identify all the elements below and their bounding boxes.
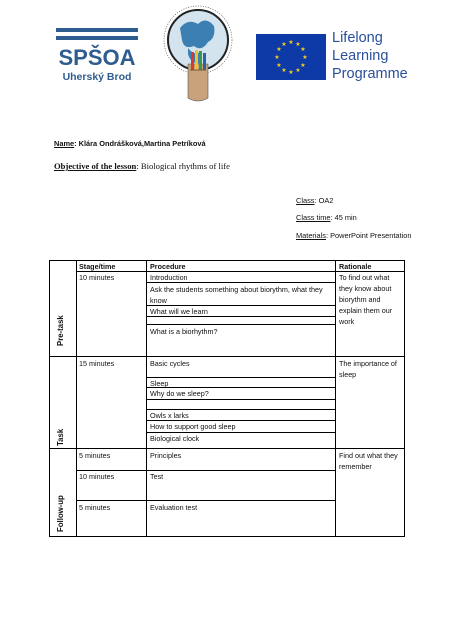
followup-proc-2: Test [150,472,164,481]
materials-line [296,231,411,240]
class-label: Class [296,196,315,205]
task-rationale: The importance of sleep [339,359,397,379]
svg-text:★: ★ [295,41,301,48]
svg-text:★: ★ [300,46,306,53]
task-proc-1: Basic cycles [150,359,190,368]
stage-pre-task: Pre-task [56,315,65,346]
svg-text:★: ★ [274,54,280,61]
svg-text:★: ★ [276,62,282,69]
materials-value: : PowerPoint Presentation [325,231,412,240]
pretask-proc-3: What will we learn [150,307,208,316]
objective-line [54,161,230,171]
followup-proc-1: Principles [150,451,182,460]
class-line [296,196,333,205]
header-rationale: Rationale [339,262,372,271]
task-time: 15 minutes [79,359,115,368]
class-time-line [296,213,357,222]
spsoa-wordmark: SPŠOA [58,45,136,70]
svg-text:★: ★ [276,46,282,53]
followup-time-1: 5 minutes [79,451,111,460]
pretask-proc-5: What is a biorhythm? [150,327,218,336]
spsoa-logo [56,28,138,84]
followup-time-3: 5 minutes [79,503,111,512]
svg-text:★: ★ [288,69,294,76]
class-time-label: Class time [296,213,331,222]
stage-task: Task [56,428,65,446]
header-procedure: Procedure [150,262,186,271]
task-proc-4: Why do we sleep? [150,389,209,398]
name-line [54,139,206,148]
objective-label: Objective of the lesson [54,161,137,171]
class-time-value: : 45 min [330,213,357,222]
followup-time-2: 10 minutes [79,472,115,481]
pretask-time: 10 minutes [79,273,115,282]
lesson-plan-table [49,260,405,537]
llp-line-2: Learning [332,48,389,64]
stage-follow-up: Follow-up [56,495,65,532]
svg-text:★: ★ [281,67,287,74]
pretask-proc-2: Ask the students something about biorythm, what they know [150,285,323,305]
llp-line-1: Lifelong [332,30,383,46]
svg-text:★: ★ [295,67,301,74]
task-proc-6: Owls x larks [150,411,189,420]
pretask-proc-1: Introduction [150,273,188,282]
name-label: Name [54,139,75,148]
eu-flag-icon [256,34,326,80]
svg-text:★: ★ [288,39,294,46]
pretask-rationale: To find out what they know about biorythm and explain them our work [339,273,393,326]
svg-text:★: ★ [300,62,306,69]
spsoa-city: Uherský Brod [62,71,132,83]
llp-line-3: Programme [332,66,408,82]
lifelong-learning-logo [256,30,420,84]
header-stage-time: Stage/time [79,262,116,271]
class-value: : OA2 [314,196,334,205]
task-proc-3: Sleep [150,379,169,388]
globe-hand-logo [158,4,238,106]
objective-value: : Biological rhythms of life [136,161,230,171]
svg-text:★: ★ [281,41,287,48]
followup-rationale: Find out what they remember [339,451,398,471]
task-proc-8: Biological clock [150,434,200,443]
name-value: : Klára Ondrášková,Martina Petríková [74,139,206,148]
materials-label: Materials [296,231,326,240]
followup-proc-3: Evaluation test [150,503,198,512]
task-proc-7: How to support good sleep [150,422,236,431]
svg-text:★: ★ [302,54,308,61]
